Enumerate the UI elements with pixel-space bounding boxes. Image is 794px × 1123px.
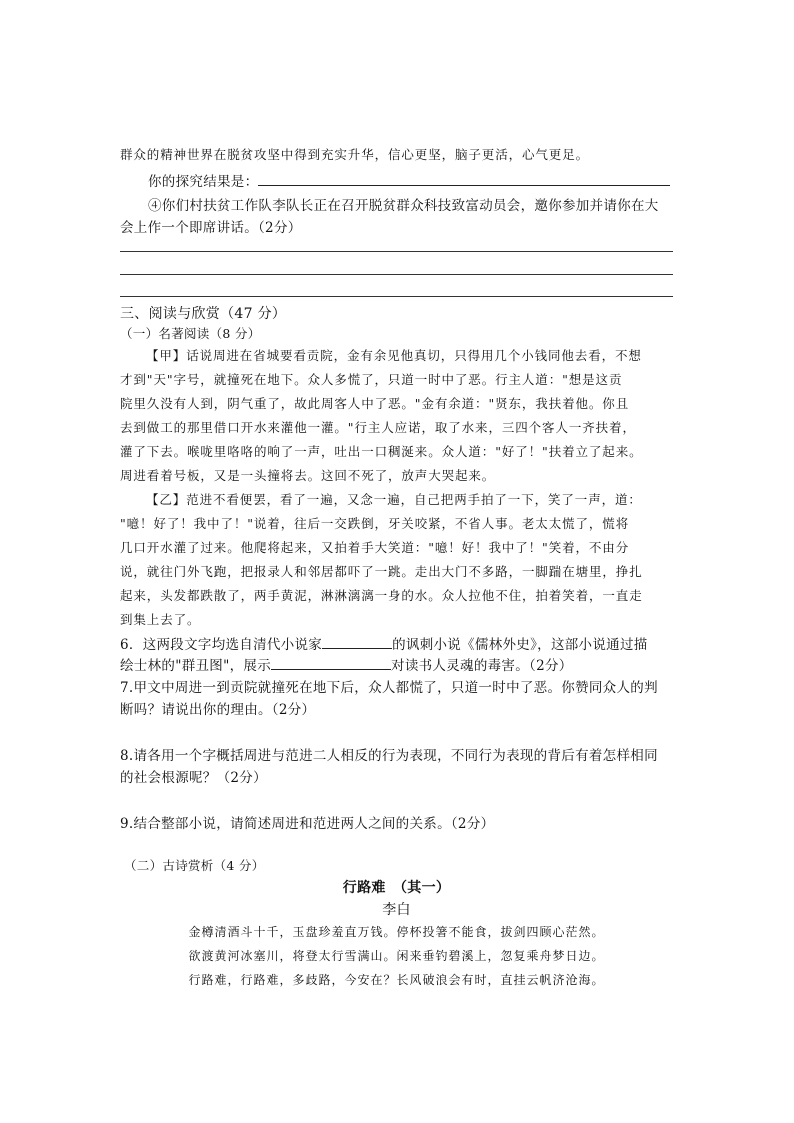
passage-jia-line-2: 才到"天"字号，就撞死在地下。众人多慌了，只道一时中了恶。行主人道："想是这贡 — [120, 372, 623, 387]
passage-jia-line-3: 院里久没有人到，阴气重了，故此周客人中了恶。"金有余道："贤东，我扶着他。你且 — [120, 396, 630, 411]
q9-line-1: 9.结合整部小说，请简述周进和范进两人之间的关系。（2分） — [120, 816, 495, 832]
passage-yi-line-4: 说，就往门外飞跑，把报录人和邻居都吓了一跳。走出大门不多路，一脚踹在塘里，挣扎 — [120, 564, 643, 579]
poem-line-2: 欲渡黄河冰塞川，将登太行雪满山。闲来垂钓碧溪上，忽复乘舟梦日边。 — [188, 949, 605, 963]
passage-jia-line-5: 灌了下去。喉咙里咯咯的响了一声，吐出一口稠涎来。众人道："好了！"扶着立了起来。 — [120, 444, 643, 459]
q5-line-2: 会上作一个即席讲话。（2分） — [120, 220, 302, 236]
poem-line-1: 金樽清酒斗十千，玉盘珍羞直万钱。停杯投箸不能食，拔剑四顾心茫然。 — [188, 925, 605, 939]
passage-jia-line-4: 去到做工的那里借口开水来灌他一灌。"行主人应诺，取了水来，三四个客人一齐扶着， — [120, 420, 636, 435]
q5-line-1: ④你们村扶贫工作队李队长正在召开脱贫群众科技致富动员会，邀你参加并请你在大 — [148, 198, 659, 214]
passage-yi-line-1: 【乙】范进不看便罢，看了一遍，又念一遍，自己把两手拍了一下，笑了一声，道： — [146, 492, 642, 507]
q6-text-part-3: 绘士林的"群丑图"，展示 — [120, 658, 272, 674]
q6-line-1 — [120, 633, 648, 653]
answer-line-1[interactable] — [120, 251, 673, 252]
q6-blank-theme[interactable] — [271, 657, 391, 670]
passage-tail-line: 群众的精神世界在脱贫攻坚中得到充实升华，信心更坚，脑子更活，心气更足。 — [120, 147, 590, 162]
q8-line-2: 的社会根源呢？（2分） — [120, 770, 267, 786]
passage-jia-line-6: 周进看着号板，又是一头撞将去。这回不死了，放声大哭起来。 — [120, 468, 496, 483]
q6-text-part-4: 对读书人灵魂的毒害。（2分） — [391, 658, 573, 674]
poem-author: 李白 — [382, 902, 411, 918]
q4-result-row — [148, 170, 670, 190]
passage-jia-line-1: 【甲】话说周进在省城要看贡院，金有余见他真切，只得用几个小钱同他去看，不想 — [146, 348, 642, 363]
section-3-title: 三、阅读与欣赏（47 分） — [120, 306, 287, 322]
q6-blank-author[interactable] — [322, 636, 392, 649]
passage-yi-line-5: 起来，头发都跌散了，两手黄泥，淋淋漓漓一身的水。众人拉他不住，拍着笑着，一直走 — [120, 588, 643, 603]
q7-line-1: 7.甲文中周进一到贡院就撞死在地下后，众人都慌了，只道一时中了恶。你赞同众人的判 — [120, 680, 658, 696]
q4-answer-blank[interactable] — [258, 173, 670, 186]
answer-line-2[interactable] — [120, 274, 673, 275]
passage-yi-line-3: 几口开水灌了过来。他爬将起来，又拍着手大笑道："噫！好！我中了！"笑着，不由分 — [120, 540, 630, 555]
q6-text-part-1: 6．这两段文字均选自清代小说家 — [120, 637, 323, 653]
part-2-title: （二）古诗赏析（4 分） — [124, 858, 265, 873]
poem-line-3: 行路难，行路难，多歧路，今安在？长风破浪会有时，直挂云帆济沧海。 — [188, 973, 605, 987]
q6-line-2 — [120, 654, 573, 674]
passage-yi-line-6: 到集上去了。 — [120, 612, 201, 627]
poem-title: 行路难 （其一） — [342, 880, 451, 896]
q8-line-1: 8.请各用一个字概括周进与范进二人相反的行为表现，不同行为表现的背后有着怎样相同 — [120, 748, 658, 764]
part-1-title: （一）名著阅读（8 分） — [120, 326, 261, 341]
answer-line-3[interactable] — [120, 296, 673, 297]
q4-result-label: 你的探究结果是： — [148, 174, 259, 190]
q6-text-part-2: 的讽刺小说《儒林外史》，这部小说通过描 — [392, 637, 648, 653]
passage-yi-line-2: "噫！好了！我中了！"说着，往后一交跌倒，牙关咬紧，不省人事。老太太慌了，慌将 — [120, 516, 630, 531]
q7-line-2: 断吗？请说出你的理由。（2分） — [120, 702, 316, 718]
